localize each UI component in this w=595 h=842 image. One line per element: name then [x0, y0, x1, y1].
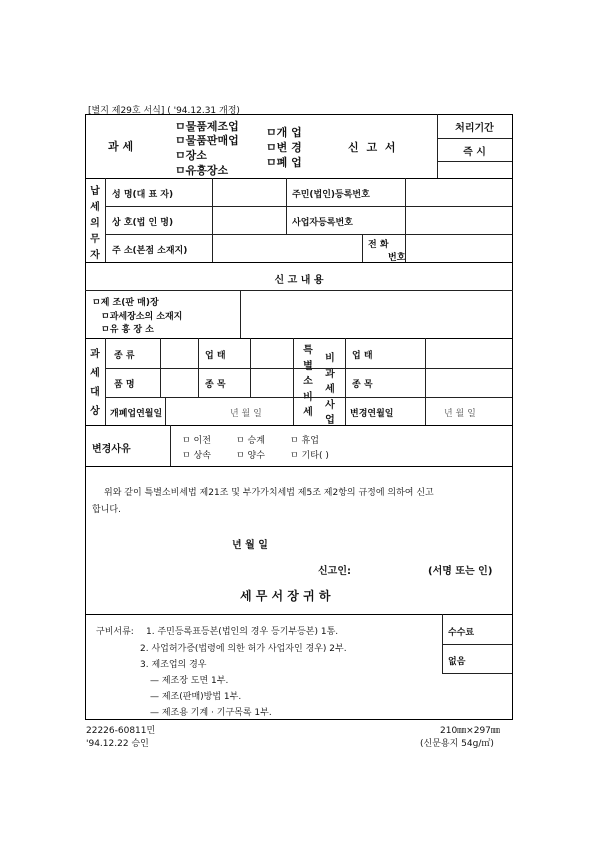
fee-mid-line	[442, 644, 512, 645]
taxpayer-side-char: 자	[90, 250, 100, 261]
reason-option-other[interactable]: ㅁ 기타( )	[290, 451, 329, 461]
special-biz-type-label: 업 태	[352, 351, 373, 361]
phone-label-2: 번호	[388, 253, 406, 263]
special-side-label-right	[320, 351, 340, 429]
document-item: 3. 제조업의 경우	[140, 660, 207, 670]
business-reg-label: 사업자등록번호	[292, 218, 353, 228]
reason-option-inheritance[interactable]: ㅁ 상속	[182, 451, 211, 461]
location-field[interactable]	[241, 291, 511, 337]
processing-label: 처리기간	[455, 123, 494, 134]
tax-object-side-char: 과	[90, 349, 100, 360]
taxpayer-mid-divider	[286, 178, 287, 234]
special-side-right	[345, 338, 346, 425]
document-item: 1. 주민등록표등본(법인의 경우 등기부등본) 1통.	[146, 627, 339, 637]
change-date-label: 변경연월일	[350, 409, 394, 419]
fee-bottom-line	[442, 673, 512, 674]
reason-option-succession[interactable]: ㅁ 승계	[236, 436, 265, 446]
title-action-change: ㅁ변 경	[266, 141, 302, 154]
tax-object-div-1	[160, 338, 161, 397]
form-header: [별지 제29호 서식] ( '94.12.31 개정)	[88, 106, 240, 116]
title-action-open: ㅁ개 업	[266, 126, 302, 139]
reason-option-transfer[interactable]: ㅁ 양수	[236, 451, 265, 461]
name-field[interactable]	[213, 179, 285, 205]
special-side-char: 업	[325, 415, 335, 426]
location-line-2: ㅁ과세장소의 소재지	[101, 312, 183, 322]
special-side-char: 비	[303, 391, 313, 403]
location-line-1: ㅁ제 조(판 매)장	[92, 298, 159, 308]
taxpayer-side-char: 무	[90, 234, 100, 245]
open-close-date-label: 개폐업연월일	[110, 409, 163, 419]
reg-no-field[interactable]	[406, 179, 511, 205]
trade-name-field[interactable]	[213, 207, 285, 233]
trade-name-label: 상 호(법 인 명)	[112, 218, 174, 228]
processing-bottom-line	[437, 161, 512, 162]
tax-object-side-char: 세	[90, 368, 100, 379]
tax-object-bottom-line	[85, 425, 513, 426]
footer-paper-type: (신문용지 54g/㎡)	[420, 739, 494, 749]
documents-label: 구비서류:	[96, 627, 134, 637]
taxpayer-side-label	[85, 184, 105, 264]
tax-object-div-3	[250, 338, 251, 397]
processing-mid-line	[437, 138, 512, 139]
title-target-manufacture: ㅁ물품제조업	[175, 120, 239, 133]
tax-object-side-char: 상	[90, 406, 100, 417]
special-side-char: 세	[303, 407, 313, 418]
phone-label: 전 화	[368, 240, 389, 250]
kind-label: 종 류	[114, 351, 135, 361]
special-side-char: 세	[325, 384, 335, 395]
phone-field[interactable]	[406, 235, 511, 261]
special-item-label: 종 목	[352, 380, 373, 390]
special-side-left	[293, 338, 294, 425]
special-side-label-left	[298, 343, 318, 421]
signature-label: (서명 또는 인)	[428, 566, 493, 577]
documents-top-line	[85, 614, 513, 615]
footer-paper-size: 210㎜×297㎜	[440, 726, 500, 736]
product-label: 품 명	[114, 380, 135, 390]
location-line-3: ㅁ유 흥 장 소	[101, 325, 154, 335]
name-label: 성 명(대 표 자)	[112, 190, 174, 200]
special-side-char: 비	[325, 353, 335, 364]
special-side-char: 별	[303, 360, 313, 372]
reg-no-label: 주민(법인)등록번호	[292, 190, 370, 200]
taxpayer-side-char: 세	[90, 202, 100, 213]
frame-bottom	[85, 719, 513, 720]
processing-value: 즉 시	[463, 147, 486, 158]
declaration-text-1: 위와 같이 특별소비세법 제21조 및 부가가치세법 제5조 제2항의 규정에 의하여 신고	[104, 488, 434, 498]
item-label: 종 목	[205, 380, 226, 390]
location-bottom-line	[85, 338, 513, 339]
tax-object-side-divider	[105, 338, 106, 425]
title-target-entertainment: ㅁ유흥장소	[175, 164, 229, 177]
fee-value: 없음	[448, 657, 466, 667]
reporter-field[interactable]	[356, 558, 422, 574]
address-field[interactable]	[213, 235, 361, 261]
taxpayer-side-divider	[105, 178, 106, 262]
business-reg-field[interactable]	[406, 207, 511, 233]
document-item: — 제조장 도면 1부.	[150, 676, 229, 686]
title-suffix: 신 고 서	[348, 141, 398, 154]
footer-approval: '94.12.22 승인	[86, 739, 149, 749]
open-date-divider	[165, 397, 166, 425]
frame-right	[512, 114, 513, 719]
tax-object-div-2	[198, 338, 199, 397]
special-side-char: 특	[303, 345, 313, 356]
declaration-text-2: 합니다.	[92, 505, 121, 515]
title-target-place: ㅁ장소	[175, 149, 207, 162]
addressee: 세 무 서 장 귀 하	[240, 589, 331, 603]
reason-option-suspension[interactable]: ㅁ 휴업	[290, 436, 319, 446]
taxpayer-bottom-line	[85, 262, 513, 263]
taxpayer-side-char: 의	[90, 218, 100, 229]
fee-label: 수수료	[448, 628, 475, 638]
special-side-char: 사	[325, 399, 335, 411]
title-prefix: 과 세	[108, 140, 134, 153]
biz-type-label: 업 태	[205, 351, 226, 361]
title-target-sales: ㅁ물품판매업	[175, 134, 239, 147]
special-value-divider	[425, 338, 426, 425]
document-item: — 제조용 기계 · 기구목록 1부.	[150, 708, 272, 718]
tax-object-side-char: 대	[90, 387, 100, 398]
content-header: 신 고 내 용	[274, 275, 324, 286]
change-reason-bottom-line	[85, 466, 513, 467]
change-reason-label: 변경사유	[92, 444, 131, 455]
tax-object-side-label	[85, 345, 105, 421]
document-item: — 제조(판매)방법 1부.	[150, 692, 242, 702]
document-item: 2. 사업허가증(법령에 의한 허가 사업자인 경우) 2부.	[140, 644, 347, 654]
change-reason-divider	[170, 425, 171, 466]
frame-top	[85, 114, 513, 115]
address-label: 주 소(본점 소재지)	[112, 246, 188, 256]
phone-divider	[362, 234, 363, 262]
special-side-char: 과	[325, 368, 335, 380]
declaration-date: 년 월 일	[232, 540, 268, 551]
title-action-close: ㅁ폐 업	[266, 156, 302, 169]
taxpayer-side-char: 납	[90, 186, 100, 197]
open-close-date-placeholder: 년 월 일	[230, 409, 262, 419]
footer-code: 22226-60811민	[86, 726, 156, 736]
special-side-char: 소	[303, 376, 313, 387]
change-date-placeholder: 년 월 일	[444, 409, 476, 419]
reason-option-relocation[interactable]: ㅁ 이전	[182, 436, 211, 446]
reporter-label: 신고인:	[318, 566, 351, 577]
